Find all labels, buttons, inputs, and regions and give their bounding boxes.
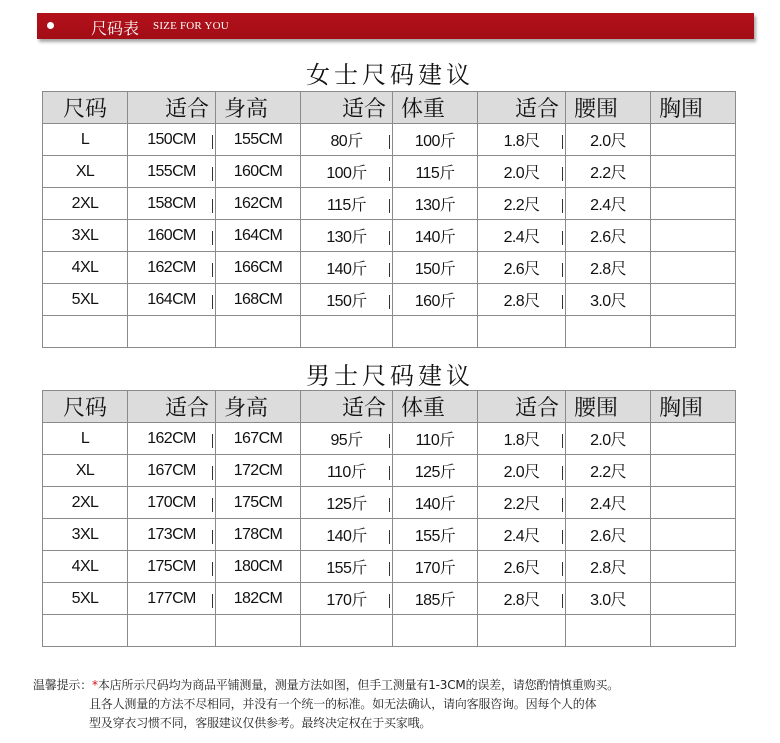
cell-height-min: 158CM — [128, 188, 216, 220]
notice-label: 温馨提示： — [33, 678, 93, 692]
empty-cell — [301, 316, 393, 348]
cell-waist-min: 2.0尺 — [478, 455, 566, 487]
column-header: 适合 — [128, 391, 216, 423]
range-separator-icon — [212, 199, 213, 213]
empty-cell — [566, 615, 651, 647]
cell-height-max: 172CM — [216, 455, 301, 487]
cell-weight-max: 100斤 — [393, 124, 478, 156]
column-header: 适合 — [301, 92, 393, 124]
cell-height-min: 175CM — [128, 551, 216, 583]
cell-weight-max: 185斤 — [393, 583, 478, 615]
cell-waist-min: 1.8尺 — [478, 124, 566, 156]
cell-size: 4XL — [43, 252, 128, 284]
table-row — [43, 124, 736, 156]
empty-cell — [651, 615, 736, 647]
cell-weight-min: 170斤 — [301, 583, 393, 615]
empty-cell — [651, 316, 736, 348]
cell-waist-min: 2.2尺 — [478, 188, 566, 220]
cell-height-max: 168CM — [216, 284, 301, 316]
cell-height-max: 182CM — [216, 583, 301, 615]
empty-cell — [43, 316, 128, 348]
cell-waist-max: 2.6尺 — [566, 519, 651, 551]
table-header-row — [43, 92, 736, 124]
cell-size: 4XL — [43, 551, 128, 583]
cell-weight-max: 130斤 — [393, 188, 478, 220]
empty-cell — [393, 615, 478, 647]
cell-weight-min: 140斤 — [301, 519, 393, 551]
cell-weight-min: 95斤 — [301, 423, 393, 455]
cell-waist-max: 2.4尺 — [566, 188, 651, 220]
table-row — [43, 519, 736, 551]
cell-weight-max: 155斤 — [393, 519, 478, 551]
cell-height-min: 177CM — [128, 583, 216, 615]
table-header-row — [43, 391, 736, 423]
empty-cell — [566, 316, 651, 348]
column-header: 胸围 — [651, 391, 736, 423]
cell-waist-max: 2.4尺 — [566, 487, 651, 519]
cell-chest — [651, 519, 736, 551]
cell-weight-max: 150斤 — [393, 252, 478, 284]
cell-height-min: 162CM — [128, 252, 216, 284]
men-size-table — [42, 390, 736, 647]
range-separator-icon — [389, 263, 390, 277]
cell-height-max: 178CM — [216, 519, 301, 551]
table-row — [43, 423, 736, 455]
cell-chest — [651, 188, 736, 220]
cell-weight-max: 125斤 — [393, 455, 478, 487]
column-header: 适合 — [301, 391, 393, 423]
range-separator-icon — [389, 199, 390, 213]
cell-weight-max: 170斤 — [393, 551, 478, 583]
cell-weight-min: 130斤 — [301, 220, 393, 252]
range-separator-icon — [389, 434, 390, 448]
cell-weight-min: 125斤 — [301, 487, 393, 519]
range-separator-icon — [562, 263, 563, 277]
empty-cell — [43, 615, 128, 647]
cell-waist-min: 2.8尺 — [478, 583, 566, 615]
cell-height-min: 164CM — [128, 284, 216, 316]
cell-weight-min: 140斤 — [301, 252, 393, 284]
range-separator-icon — [389, 498, 390, 512]
cell-chest — [651, 455, 736, 487]
table-row — [43, 284, 736, 316]
cell-height-min: 155CM — [128, 156, 216, 188]
range-separator-icon — [389, 530, 390, 544]
cell-size: 5XL — [43, 284, 128, 316]
cell-weight-min: 150斤 — [301, 284, 393, 316]
cell-height-max: 155CM — [216, 124, 301, 156]
range-separator-icon — [562, 231, 563, 245]
notice-star: * — [92, 678, 98, 692]
cell-height-min: 173CM — [128, 519, 216, 551]
cell-weight-min: 80斤 — [301, 124, 393, 156]
table-row — [43, 156, 736, 188]
cell-chest — [651, 156, 736, 188]
cell-chest — [651, 252, 736, 284]
cell-height-min: 167CM — [128, 455, 216, 487]
range-separator-icon — [562, 594, 563, 608]
cell-weight-max: 140斤 — [393, 487, 478, 519]
cell-size: 5XL — [43, 583, 128, 615]
cell-weight-max: 140斤 — [393, 220, 478, 252]
column-header: 胸围 — [651, 92, 736, 124]
range-separator-icon — [389, 135, 390, 149]
empty-cell — [478, 316, 566, 348]
empty-cell — [478, 615, 566, 647]
cell-height-min: 160CM — [128, 220, 216, 252]
size-chart-banner — [37, 13, 754, 39]
cell-size: 2XL — [43, 188, 128, 220]
cell-waist-min: 2.2尺 — [478, 487, 566, 519]
cell-waist-max: 2.6尺 — [566, 220, 651, 252]
cell-size: L — [43, 124, 128, 156]
cell-chest — [651, 423, 736, 455]
range-separator-icon — [212, 594, 213, 608]
bullet-icon — [47, 22, 54, 29]
range-separator-icon — [562, 434, 563, 448]
cell-waist-min: 2.4尺 — [478, 220, 566, 252]
cell-height-max: 175CM — [216, 487, 301, 519]
empty-row — [43, 615, 736, 647]
range-separator-icon — [212, 562, 213, 576]
notice-line-2: 且各人测量的方法不尽相同，并没有一个统一的标准。如无法确认，请向客服咨询。因每个人的体 — [89, 697, 597, 711]
cell-weight-max: 115斤 — [393, 156, 478, 188]
range-separator-icon — [389, 562, 390, 576]
cell-size: 2XL — [43, 487, 128, 519]
size-notice — [33, 676, 753, 733]
column-header: 适合 — [128, 92, 216, 124]
banner-title-en: SIZE FOR YOU — [153, 20, 229, 32]
range-separator-icon — [212, 530, 213, 544]
notice-line-1: 本店所示尺码均为商品平铺测量，测量方法如图，但手工测量有1-3CM的误差，请您酌情慎重购买。 — [97, 678, 619, 692]
range-separator-icon — [389, 231, 390, 245]
column-header: 腰围 — [566, 92, 651, 124]
cell-size: XL — [43, 156, 128, 188]
table-row — [43, 455, 736, 487]
cell-chest — [651, 124, 736, 156]
cell-waist-max: 2.2尺 — [566, 455, 651, 487]
table-row — [43, 551, 736, 583]
cell-chest — [651, 583, 736, 615]
men-section-title: 男士尺码建议 — [306, 362, 474, 390]
cell-weight-max: 110斤 — [393, 423, 478, 455]
cell-weight-min: 110斤 — [301, 455, 393, 487]
cell-size: XL — [43, 455, 128, 487]
range-separator-icon — [212, 466, 213, 480]
range-separator-icon — [389, 295, 390, 309]
cell-waist-max: 3.0尺 — [566, 284, 651, 316]
cell-chest — [651, 284, 736, 316]
cell-waist-max: 2.8尺 — [566, 252, 651, 284]
range-separator-icon — [562, 199, 563, 213]
column-header: 体重 — [393, 391, 478, 423]
column-header: 适合 — [478, 92, 566, 124]
cell-size: L — [43, 423, 128, 455]
column-header: 身高 — [216, 92, 301, 124]
cell-waist-max: 2.8尺 — [566, 551, 651, 583]
cell-height-max: 180CM — [216, 551, 301, 583]
cell-height-min: 170CM — [128, 487, 216, 519]
cell-waist-max: 2.2尺 — [566, 156, 651, 188]
women-size-table — [42, 91, 736, 348]
range-separator-icon — [212, 498, 213, 512]
range-separator-icon — [562, 530, 563, 544]
cell-size: 3XL — [43, 519, 128, 551]
range-separator-icon — [212, 295, 213, 309]
table-row — [43, 252, 736, 284]
range-separator-icon — [562, 135, 563, 149]
range-separator-icon — [212, 434, 213, 448]
cell-height-max: 164CM — [216, 220, 301, 252]
empty-row — [43, 316, 736, 348]
range-separator-icon — [562, 562, 563, 576]
column-header: 体重 — [393, 92, 478, 124]
cell-height-max: 160CM — [216, 156, 301, 188]
cell-height-max: 162CM — [216, 188, 301, 220]
cell-waist-min: 2.4尺 — [478, 519, 566, 551]
cell-chest — [651, 220, 736, 252]
cell-weight-max: 160斤 — [393, 284, 478, 316]
table-row — [43, 487, 736, 519]
empty-cell — [216, 615, 301, 647]
range-separator-icon — [389, 167, 390, 181]
cell-height-min: 150CM — [128, 124, 216, 156]
range-separator-icon — [212, 167, 213, 181]
empty-cell — [393, 316, 478, 348]
cell-waist-max: 2.0尺 — [566, 124, 651, 156]
cell-size: 3XL — [43, 220, 128, 252]
column-header: 身高 — [216, 391, 301, 423]
cell-waist-min: 2.8尺 — [478, 284, 566, 316]
cell-chest — [651, 551, 736, 583]
range-separator-icon — [562, 167, 563, 181]
cell-height-min: 162CM — [128, 423, 216, 455]
cell-weight-min: 155斤 — [301, 551, 393, 583]
cell-height-max: 166CM — [216, 252, 301, 284]
cell-weight-min: 100斤 — [301, 156, 393, 188]
column-header: 尺码 — [43, 391, 128, 423]
cell-waist-max: 3.0尺 — [566, 583, 651, 615]
notice-line-3: 型及穿衣习惯不同，客服建议仅供参考。最终决定权在于买家哦。 — [89, 716, 432, 730]
range-separator-icon — [389, 594, 390, 608]
column-header: 适合 — [478, 391, 566, 423]
cell-weight-min: 115斤 — [301, 188, 393, 220]
range-separator-icon — [562, 295, 563, 309]
range-separator-icon — [212, 135, 213, 149]
column-header: 尺码 — [43, 92, 128, 124]
cell-waist-min: 2.6尺 — [478, 252, 566, 284]
table-row — [43, 188, 736, 220]
cell-height-max: 167CM — [216, 423, 301, 455]
cell-waist-max: 2.0尺 — [566, 423, 651, 455]
cell-waist-min: 1.8尺 — [478, 423, 566, 455]
table-row — [43, 220, 736, 252]
column-header: 腰围 — [566, 391, 651, 423]
range-separator-icon — [212, 263, 213, 277]
cell-chest — [651, 487, 736, 519]
banner-title-cn: 尺码表 — [91, 19, 140, 38]
empty-cell — [128, 316, 216, 348]
empty-cell — [216, 316, 301, 348]
range-separator-icon — [212, 231, 213, 245]
range-separator-icon — [562, 498, 563, 512]
empty-cell — [128, 615, 216, 647]
table-row — [43, 583, 736, 615]
cell-waist-min: 2.6尺 — [478, 551, 566, 583]
cell-waist-min: 2.0尺 — [478, 156, 566, 188]
empty-cell — [301, 615, 393, 647]
range-separator-icon — [389, 466, 390, 480]
range-separator-icon — [562, 466, 563, 480]
women-section-title: 女士尺码建议 — [306, 61, 474, 89]
